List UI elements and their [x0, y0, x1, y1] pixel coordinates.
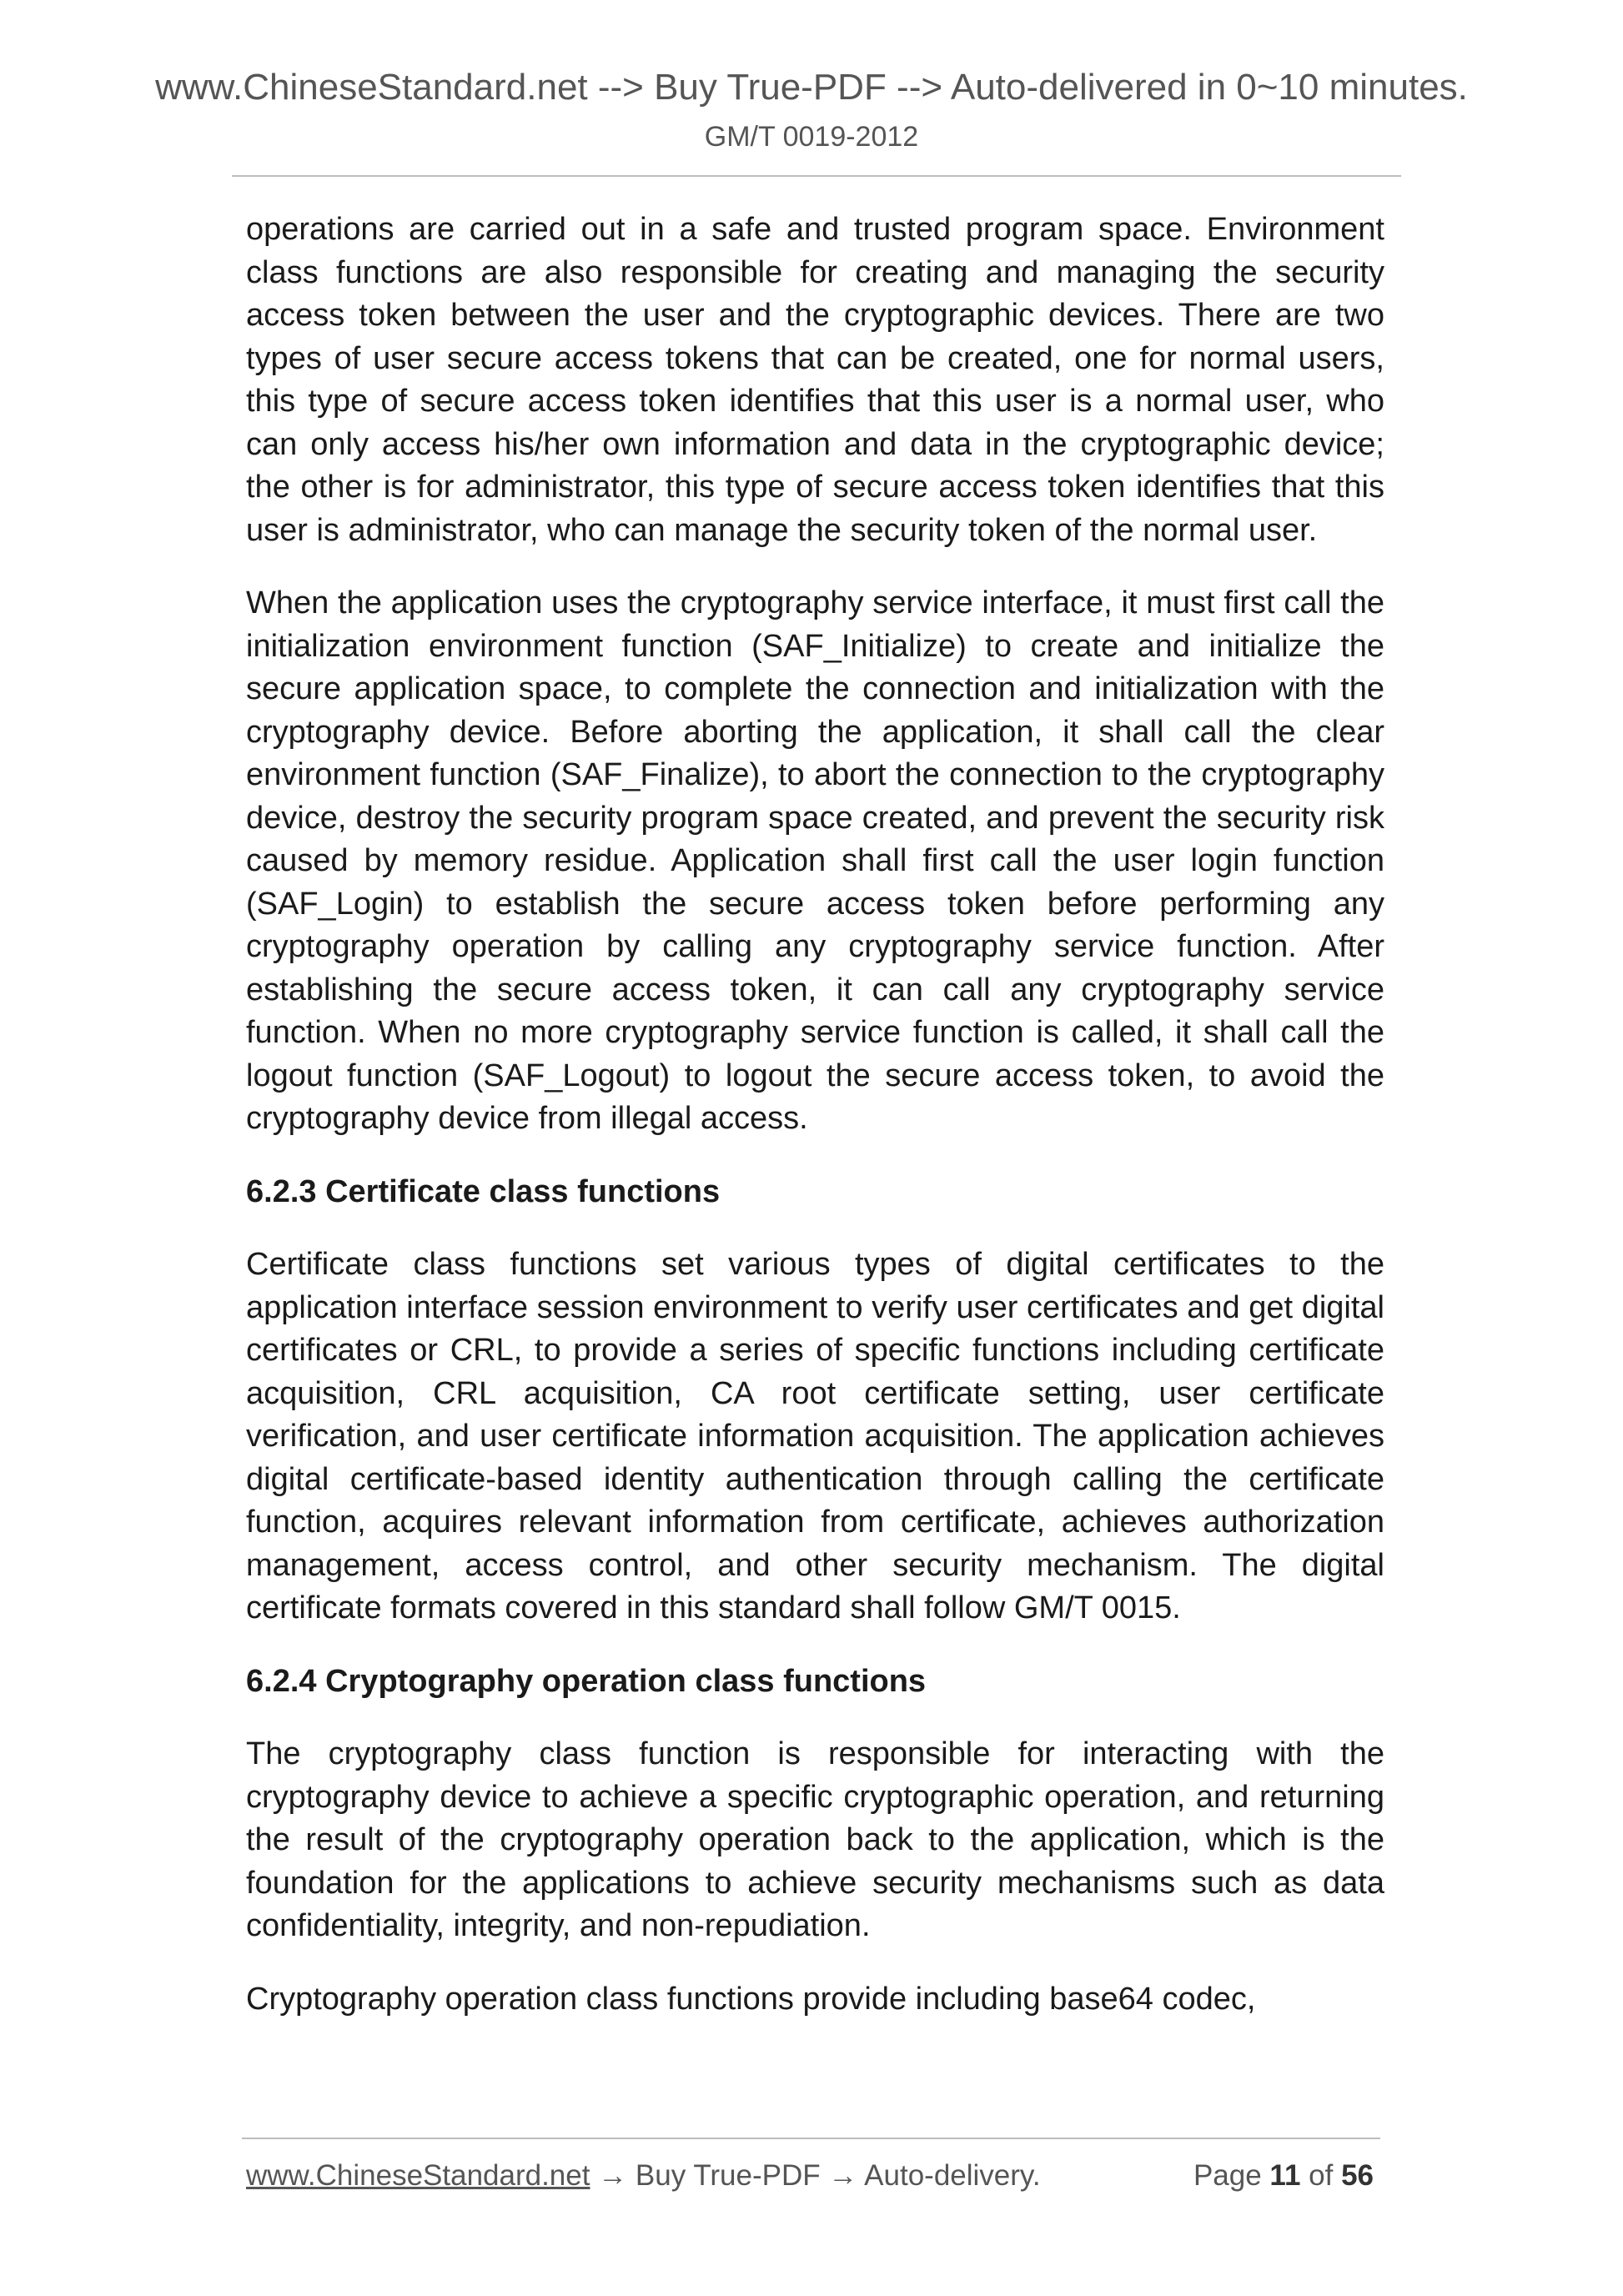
page-of: of — [1300, 2159, 1342, 2192]
page-body — [246, 208, 1384, 2051]
page-number — [1193, 2156, 1374, 2196]
paragraph-cryptography-operations: Cryptography operation class functions provide including base64 codec, — [246, 1981, 1256, 2017]
page-total: 56 — [1341, 2159, 1374, 2192]
paragraph-certificate-functions: Certificate class functions set various types of digital certificates to the application interface session environment to verify user certificates and get digital certificates or CRL, to provide a series of specific functions including certificate acquisition, CRL acquisition, CA root certificate setting, user certificate verification, and user certificate information acquisition. The application achieves digital certificate-based identity authentication through calling the certificate function, acquires relevant information from certificate, achieves authorization management, access control, and other security mechanism. The digital certificate formats covered in this standard shall follow GM/T 0015. — [246, 1247, 1384, 1625]
paragraph-cryptography-functions: The cryptography class function is responsible for interacting with the cryptography device to achieve a specific cryptographic operation, and returning the result of the cryptography operation back to the application, which is the foundation for the applications to achieve security mechanisms such as data confidentiality, integrity, and non-repudiation. — [246, 1736, 1384, 1943]
footer-nav-text: → Buy True-PDF → Auto-delivery. — [590, 2159, 1041, 2192]
paragraph-application-flow: When the application uses the cryptography service interface, it must first call the initialization environment function (SAF_Initialize) to create and initialize the secure application space, to complete the connection and initialization with the cryptography device. Before aborting the application, it shall call the clear environment function (SAF_Finalize), to abort the connection to the cryptography device, destroy the security program space created, and prevent the security risk caused by memory residue. Application shall first call the user login function (SAF_Login) to establish the secure access token before performing any cryptography operation by calling any cryptography service function. After establishing the secure access token, it can call any cryptography service function. When no more cryptography service function is called, it shall call the logout function (SAF_Logout) to logout the secure access token, to avoid the cryptography device from illegal access. — [246, 585, 1384, 1136]
page-current: 11 — [1269, 2159, 1301, 2192]
footer-site-link[interactable]: www.ChineseStandard.net — [246, 2159, 590, 2192]
page-footer — [246, 2156, 1380, 2198]
footer-divider — [242, 2138, 1380, 2139]
section-heading-cryptography-functions: 6.2.4 Cryptography operation class functions — [246, 1663, 927, 1699]
header-banner[interactable]: www.ChineseStandard.net --> Buy True-PDF --> Auto-delivered in 0~10 minutes. — [155, 67, 1468, 108]
document-id: GM/T 0019-2012 — [704, 121, 919, 153]
page-label: Page — [1193, 2159, 1270, 2192]
footer-navigation — [246, 2156, 1041, 2196]
header-divider — [232, 175, 1401, 177]
paragraph-environment-tokens: operations are carried out in a safe and trusted program space. Environment class functions are also responsible for creating and managing the security access token between the user and the cryptographic devices. There are two types of user secure access tokens that can be created, one for normal users, this type of secure access token identifies that this user is a normal user, who can only access his/her own information and data in the cryptographic device; the other is for administrator, this type of secure access token identifies that this user is administrator, who can manage the security token of the normal user. — [246, 212, 1384, 548]
section-heading-certificate-functions: 6.2.3 Certificate class functions — [246, 1173, 721, 1209]
